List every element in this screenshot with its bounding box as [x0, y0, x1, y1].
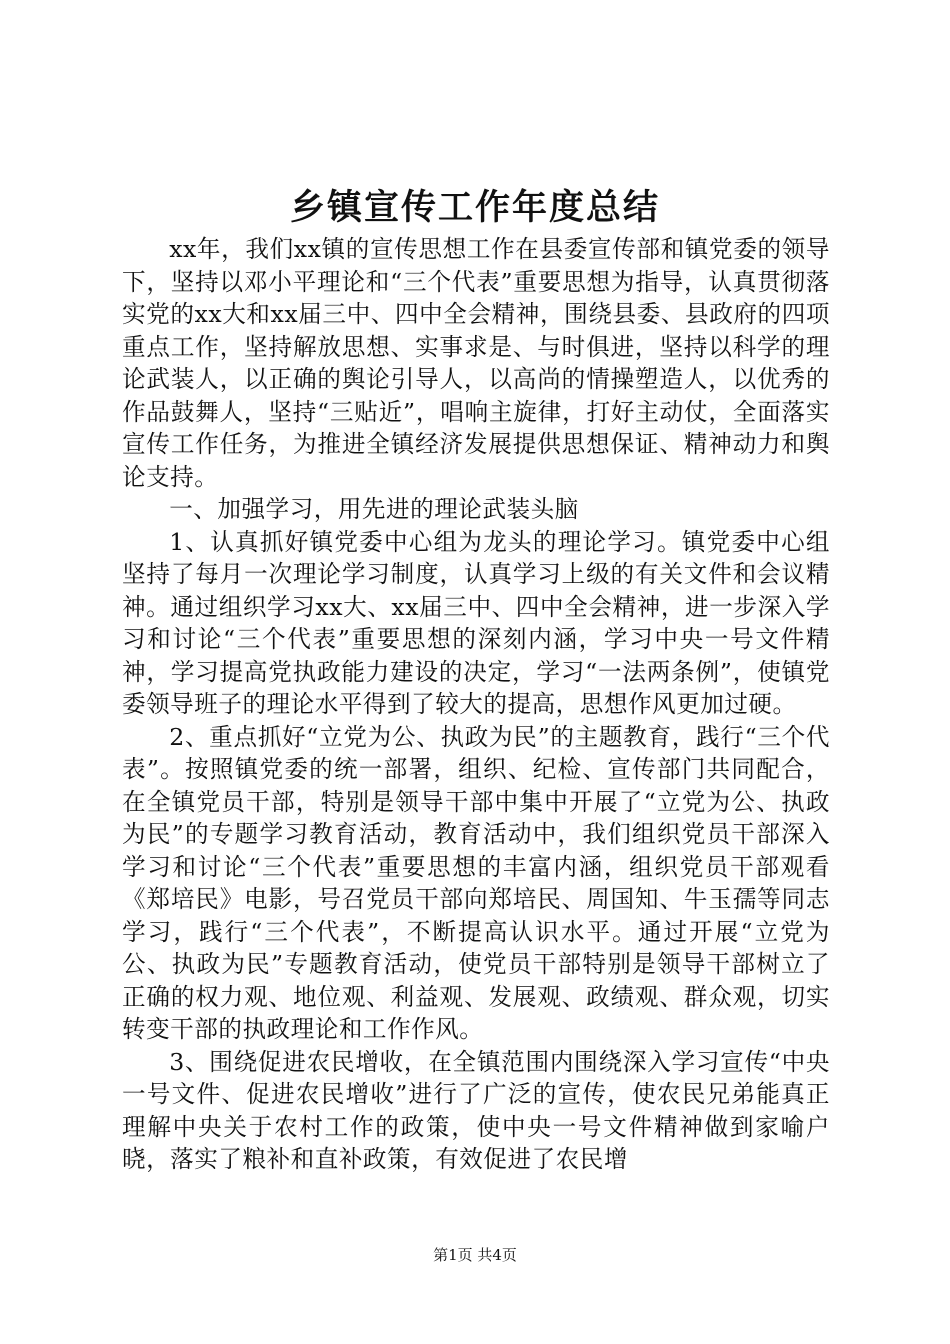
- section-heading-1: 一、加强学习，用先进的理论武装头脑: [169, 495, 579, 523]
- paragraph-item-3: 3、围绕促进农民增收，在全镇范围内围绕深入学习宣传“中央一号文件、促进农民增收”进行了广泛的宣传，使农民兄弟能真正理解中央关于农村工作的政策，使中央一号文件精神做到家喻户晓，落实了粮补和直补政策，有效促进了农民增: [122, 1047, 830, 1173]
- paragraph-item-2: 2、重点抓好“立党为公、执政为民”的主题教育，践行“三个代表”。按照镇党委的统一部署，组织、纪检、宣传部门共同配合，在全镇党员干部，特别是领导干部中集中开展了“立党为公、执政为民”的专题学习教育活动，教育活动中，我们组织党员干部深入学习和讨论“三个代表”重要思想的丰富内涵，组织党员干部观看《郑培民》电影，号召党员干部向郑培民、周国知、牛玉孺等同志学习，践行“三个代表”，不断提高认识水平。通过开展“立党为公、执政为民”专题教育活动，使党员干部特别是领导干部树立了正确的权力观、地位观、利益观、发展观、政绩观、群众观，切实转变干部的执政理论和工作作风。: [122, 722, 830, 1043]
- document-title: 乡镇宣传工作年度总结: [289, 187, 660, 228]
- paragraph-item-1: 1、认真抓好镇党委中心组为龙头的理论学习。镇党委中心组坚持了每月一次理论学习制度，认真学习上级的有关文件和会议精神。通过组织学习xx大、xx届三中、四中全会精神，进一步深入学习和讨论“三个代表”重要思想的深刻内涵，学习中央一号文件精神，学习提高党执政能力建设的决定，学习“一法两条例”，使镇党委领导班子的理论水平得到了较大的提高，思想作风更加过硬。: [122, 527, 830, 718]
- document-body: [122, 233, 830, 1176]
- page-number-footer: 第1页 共4页: [433, 1246, 517, 1264]
- paragraph-intro: xx年，我们xx镇的宣传思想工作在县委宣传部和镇党委的领导下，坚持以邓小平理论和“三个代表”重要思想为指导，认真贯彻落实党的xx大和xx届三中、四中全会精神，围绕县委、县政府的四项重点工作，坚持解放思想、实事求是、与时俱进，坚持以科学的理论武装人，以正确的舆论引导人，以高尚的情操塑造人，以优秀的作品鼓舞人，坚持“三贴近”，唱响主旋律，打好主动仗，全面落实宣传工作任务，为推进全镇经济发展提供思想保证、精神动力和舆论支持。: [122, 235, 830, 491]
